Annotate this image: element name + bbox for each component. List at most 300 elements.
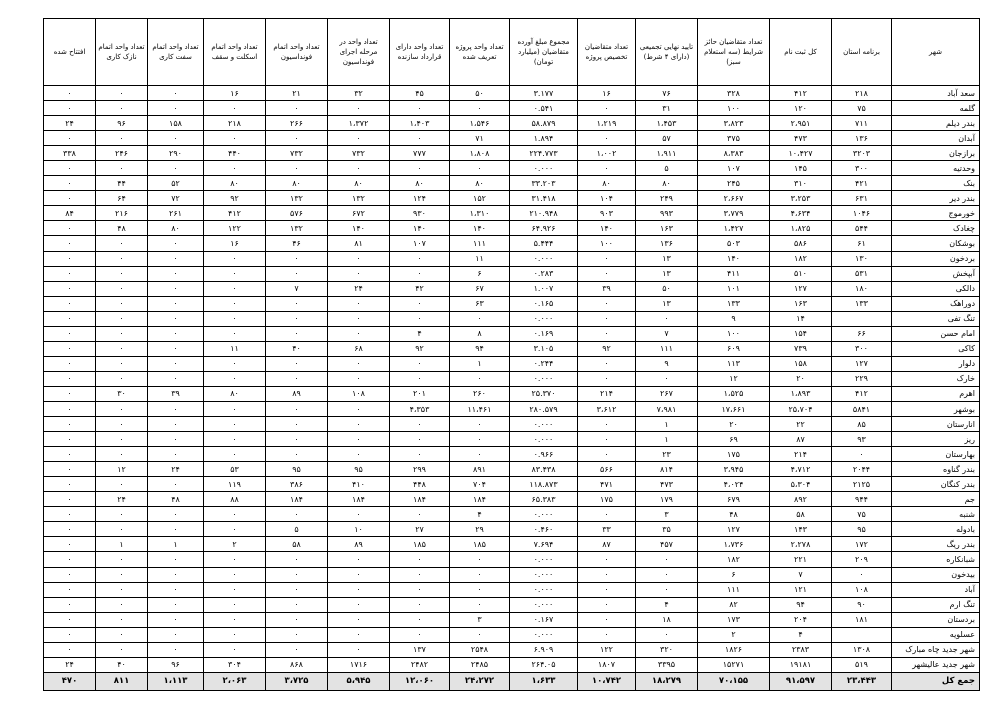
value-cell: ۰	[328, 356, 390, 371]
table-row	[44, 296, 980, 311]
table-row	[44, 311, 980, 326]
value-cell: ۱۳۶	[636, 236, 698, 251]
value-cell: ۲۴	[96, 492, 148, 507]
value-cell: ۰	[44, 176, 96, 191]
city-name-cell: شهر جدید عالیشهر	[892, 657, 980, 672]
column-header: برنامه استان	[832, 19, 892, 86]
value-cell: ۳۰	[96, 386, 148, 401]
value-cell: ۱۸۴	[328, 492, 390, 507]
value-cell: ۰.۰۰۰	[510, 567, 578, 582]
value-cell: ۰	[266, 296, 328, 311]
value-cell: ۰	[450, 161, 510, 176]
column-header: تعداد واحد در مرحله اجرای فونداسیون	[328, 19, 390, 86]
value-cell: ۰	[832, 447, 892, 462]
value-cell: ۶۳۱	[832, 191, 892, 206]
value-cell: ۵۱۰	[770, 266, 832, 281]
value-cell: ۰.۰۰۰	[510, 627, 578, 642]
value-cell: ۲۴۶	[96, 146, 148, 161]
value-cell: ۰	[450, 101, 510, 116]
value-cell: ۰	[390, 567, 450, 582]
value-cell: ۵۱۹	[832, 657, 892, 672]
value-cell: ۰	[148, 371, 204, 386]
value-cell: ۳۰۰	[832, 341, 892, 356]
value-cell: ۰	[96, 161, 148, 176]
value-cell: ۲،۶۶۷	[698, 191, 770, 206]
value-cell: ۳۳۹۵	[636, 657, 698, 672]
value-cell: ۱،۲۱۹	[578, 116, 636, 131]
value-cell: ۲۴	[44, 116, 96, 131]
value-cell: ۴۸	[96, 221, 148, 236]
value-cell: ۲۰۴	[770, 612, 832, 627]
value-cell: ۱۳	[636, 266, 698, 281]
value-cell: ۸۱۴	[636, 462, 698, 477]
column-header: تعداد واحد دارای قرارداد سازنده	[390, 19, 450, 86]
value-cell: ۱۲۴	[390, 191, 450, 206]
value-cell: ۱۰۸	[832, 582, 892, 597]
value-cell: ۰	[204, 131, 266, 146]
city-name-cell: انارستان	[892, 417, 980, 432]
value-cell: ۱۲	[96, 462, 148, 477]
value-cell: ۰	[328, 401, 390, 416]
value-cell: ۰	[44, 567, 96, 582]
value-cell: ۰	[148, 552, 204, 567]
value-cell: ۰	[44, 627, 96, 642]
value-cell: ۰	[636, 567, 698, 582]
value-cell: ۳۲۰	[636, 642, 698, 657]
value-cell: ۰	[578, 612, 636, 627]
value-cell: ۰	[96, 582, 148, 597]
value-cell: ۵۷	[636, 131, 698, 146]
value-cell: ۸۰	[578, 176, 636, 191]
value-cell: ۱،۸۲۵	[770, 221, 832, 236]
value-cell: ۰	[148, 612, 204, 627]
value-cell: ۲۷	[390, 522, 450, 537]
value-cell: ۲۴۹	[636, 191, 698, 206]
city-name-cell: بندر ریگ	[892, 537, 980, 552]
table-row	[44, 341, 980, 356]
value-cell: ۰	[148, 432, 204, 447]
value-cell: ۰.۰۰۰	[510, 552, 578, 567]
value-cell: ۸۷	[770, 432, 832, 447]
value-cell: ۰.۰۰۰	[510, 582, 578, 597]
city-name-cell: بردخون	[892, 251, 980, 266]
value-cell: ۱۹۱۸۱	[770, 657, 832, 672]
value-cell: ۰	[204, 582, 266, 597]
city-name-cell: دالکی	[892, 281, 980, 296]
value-cell: ۱۸	[636, 612, 698, 627]
value-cell: ۹۴	[770, 597, 832, 612]
value-cell: ۰	[44, 341, 96, 356]
value-cell: ۹	[698, 311, 770, 326]
value-cell: ۰	[148, 356, 204, 371]
value-cell: ۲۶۷	[636, 386, 698, 401]
value-cell: ۰	[148, 642, 204, 657]
city-name-cell: گلمه	[892, 101, 980, 116]
value-cell: ۰.۰۰۰	[510, 161, 578, 176]
value-cell: ۱	[148, 537, 204, 552]
value-cell: ۳،۹۴۵	[698, 462, 770, 477]
value-cell: ۰	[578, 447, 636, 462]
value-cell: ۰	[328, 101, 390, 116]
city-name-cell: بنک	[892, 176, 980, 191]
value-cell: ۳۱	[636, 101, 698, 116]
table-row	[44, 221, 980, 236]
value-cell: ۰.۰۰۰	[510, 251, 578, 266]
value-cell: ۰	[328, 507, 390, 522]
value-cell: ۰	[266, 507, 328, 522]
value-cell: ۸۹	[266, 386, 328, 401]
value-cell: ۲۰	[770, 371, 832, 386]
city-name-cell: بردستان	[892, 612, 980, 627]
city-name-cell: بندر دیر	[892, 191, 980, 206]
table-row	[44, 537, 980, 552]
column-header: تعداد متقاضیان تخصیص پروژه	[578, 19, 636, 86]
table-body	[44, 86, 980, 673]
value-cell: ۰	[266, 447, 328, 462]
table-row	[44, 522, 980, 537]
value-cell: ۰	[204, 642, 266, 657]
value-cell: ۴۱۲	[204, 206, 266, 221]
value-cell: ۰	[148, 281, 204, 296]
value-cell: ۰	[96, 552, 148, 567]
value-cell: ۴۴	[96, 176, 148, 191]
value-cell: ۰	[390, 597, 450, 612]
value-cell: ۵۴۴	[832, 221, 892, 236]
value-cell: ۸۲	[698, 597, 770, 612]
value-cell: ۲،۲۷۸	[770, 537, 832, 552]
value-cell: ۸	[450, 326, 510, 341]
city-name-cell: بهارستان	[892, 447, 980, 462]
value-cell: ۹۵	[832, 522, 892, 537]
value-cell: ۴،۰۲۴	[698, 477, 770, 492]
value-cell: ۲۰	[698, 417, 770, 432]
total-row	[44, 672, 980, 690]
value-cell: ۰	[44, 462, 96, 477]
value-cell: ۲۵،۷۰۴	[770, 401, 832, 416]
value-cell: ۴۱۱	[698, 266, 770, 281]
value-cell: ۷۱۱	[832, 116, 892, 131]
city-name-cell: بندر دیلم	[892, 116, 980, 131]
table-row	[44, 492, 980, 507]
value-cell: ۷،۹۸۱	[636, 401, 698, 416]
value-cell: ۹۶	[148, 657, 204, 672]
value-cell: ۰	[450, 552, 510, 567]
value-cell: ۰	[148, 401, 204, 416]
value-cell: ۰	[578, 507, 636, 522]
value-cell: ۰	[44, 447, 96, 462]
value-cell: ۰	[44, 191, 96, 206]
value-cell: ۰	[578, 417, 636, 432]
value-cell: ۰	[96, 281, 148, 296]
value-cell: ۳۰۴	[204, 657, 266, 672]
value-cell: ۱۷۱۶	[328, 657, 390, 672]
value-cell: ۳۹	[148, 386, 204, 401]
value-cell: ۰	[266, 582, 328, 597]
value-cell: ۲۶۱	[148, 206, 204, 221]
value-cell: ۱۴۰	[328, 221, 390, 236]
value-cell: ۱۴۵	[770, 161, 832, 176]
value-cell: ۴	[770, 627, 832, 642]
value-cell: ۰	[204, 522, 266, 537]
value-cell: ۰.۰۰۰	[510, 371, 578, 386]
table-row	[44, 597, 980, 612]
value-cell: ۲۴۵	[698, 176, 770, 191]
value-cell: ۰	[96, 567, 148, 582]
value-cell: ۷۱	[450, 131, 510, 146]
value-cell: ۴۸	[148, 492, 204, 507]
column-header: مجموع مبلغ آورده متقاضیان (میلیارد تومان)	[510, 19, 578, 86]
value-cell: ۶۰۹	[698, 341, 770, 356]
value-cell: ۰	[44, 326, 96, 341]
value-cell: ۱۴۰	[450, 221, 510, 236]
city-name-cell: آبپخش	[892, 266, 980, 281]
value-cell: ۰	[204, 627, 266, 642]
total-label-cell: جمع کل	[892, 672, 980, 690]
value-cell: ۰	[96, 326, 148, 341]
total-value-cell: ۲۳،۴۴۳	[832, 672, 892, 690]
value-cell: ۰	[578, 311, 636, 326]
value-cell: ۰	[390, 447, 450, 462]
value-cell: ۷۵	[832, 101, 892, 116]
value-cell: ۰	[390, 266, 450, 281]
value-cell: ۰	[266, 251, 328, 266]
value-cell: ۶۹	[698, 432, 770, 447]
table-row	[44, 462, 980, 477]
table-row	[44, 86, 980, 101]
city-name-cell: شبانکاره	[892, 552, 980, 567]
value-cell: ۵۸	[770, 507, 832, 522]
value-cell: ۱،۷۳۶	[698, 537, 770, 552]
value-cell: ۴۲۱	[832, 176, 892, 191]
value-cell: ۱۳۶	[832, 131, 892, 146]
value-cell: ۲۰۹	[832, 552, 892, 567]
value-cell: ۱۷۹	[636, 492, 698, 507]
value-cell: ۳۳	[578, 522, 636, 537]
value-cell: ۱۳۷	[390, 642, 450, 657]
total-value-cell: ۱۸،۲۷۹	[636, 672, 698, 690]
value-cell: ۰	[148, 101, 204, 116]
value-cell: ۰	[578, 582, 636, 597]
value-cell: ۰.۰۰۰	[510, 311, 578, 326]
value-cell: ۱۳۲	[328, 191, 390, 206]
value-cell: ۰	[390, 161, 450, 176]
value-cell: ۴۵۷	[636, 537, 698, 552]
value-cell: ۴۴۸	[390, 477, 450, 492]
value-cell: ۰	[96, 522, 148, 537]
value-cell: ۳.۱۷۷	[510, 86, 578, 101]
value-cell: ۱	[96, 537, 148, 552]
value-cell: ۹۰	[832, 597, 892, 612]
value-cell: ۰	[148, 507, 204, 522]
value-cell: ۱۳۲	[266, 191, 328, 206]
value-cell: ۰	[204, 101, 266, 116]
value-cell: ۰	[450, 371, 510, 386]
value-cell: ۰.۰۰۰	[510, 597, 578, 612]
value-cell: ۰	[204, 567, 266, 582]
value-cell: ۳۹	[578, 281, 636, 296]
value-cell: ۳۱۰	[770, 176, 832, 191]
value-cell: ۹۲	[390, 341, 450, 356]
value-cell: ۱،۹۱۱	[636, 146, 698, 161]
column-header: تعداد واحد اتمام فونداسیون	[266, 19, 328, 86]
table-row	[44, 552, 980, 567]
value-cell: ۱۷،۶۶۱	[698, 401, 770, 416]
city-name-cell: سعد آباد	[892, 86, 980, 101]
value-cell: ۰	[390, 296, 450, 311]
value-cell: ۹۲	[578, 341, 636, 356]
value-cell: ۱۱۱	[450, 236, 510, 251]
value-cell: ۰	[44, 537, 96, 552]
value-cell: ۷۵	[832, 507, 892, 522]
value-cell: ۰	[44, 597, 96, 612]
value-cell: ۴۲	[390, 281, 450, 296]
value-cell: ۱۸۴	[450, 492, 510, 507]
table-row	[44, 236, 980, 251]
value-cell: ۲۱	[266, 86, 328, 101]
value-cell: ۰	[204, 432, 266, 447]
value-cell: ۸،۳۸۳	[698, 146, 770, 161]
value-cell: ۰	[44, 582, 96, 597]
city-name-cell: تنگ ارم	[892, 597, 980, 612]
value-cell: ۰	[328, 447, 390, 462]
value-cell: ۲۱۲۵	[832, 477, 892, 492]
value-cell: ۰	[96, 612, 148, 627]
value-cell	[832, 627, 892, 642]
value-cell: ۰.۰۰۰	[510, 417, 578, 432]
value-cell: ۰	[328, 567, 390, 582]
value-cell: ۵۰	[636, 281, 698, 296]
value-cell: ۷۳۲	[328, 146, 390, 161]
value-cell: ۰	[328, 432, 390, 447]
value-cell: ۵۸۴۱	[832, 401, 892, 416]
value-cell: ۰	[578, 597, 636, 612]
value-cell: ۰.۴۶۰	[510, 522, 578, 537]
city-name-cell: بادوله	[892, 522, 980, 537]
city-name-cell: شهر جدید چاه مبارک	[892, 642, 980, 657]
value-cell: ۰	[96, 642, 148, 657]
value-cell: ۱۸۰۷	[578, 657, 636, 672]
value-cell: ۰	[204, 401, 266, 416]
value-cell: ۱۵۲۷۱	[698, 657, 770, 672]
value-cell: ۱۷۵	[578, 492, 636, 507]
value-cell: ۲۲۹	[832, 371, 892, 386]
value-cell: ۳،۶۱۲	[578, 401, 636, 416]
value-cell: ۵۳۱	[832, 266, 892, 281]
value-cell: ۴،۷۱۲	[770, 462, 832, 477]
value-cell: ۱۸۱	[832, 612, 892, 627]
value-cell: ۲۴	[44, 657, 96, 672]
city-name-cell: جم	[892, 492, 980, 507]
value-cell: ۴۰	[96, 657, 148, 672]
value-cell: ۰	[148, 86, 204, 101]
value-cell: ۱۱	[450, 251, 510, 266]
value-cell: ۳.۱۰۵	[510, 341, 578, 356]
value-cell: ۰	[266, 131, 328, 146]
total-value-cell: ۱۰،۷۴۲	[578, 672, 636, 690]
value-cell: ۰	[44, 477, 96, 492]
value-cell: ۰	[266, 642, 328, 657]
value-cell: ۷۶	[636, 86, 698, 101]
city-name-cell: بوشکان	[892, 236, 980, 251]
value-cell: ۰	[44, 492, 96, 507]
value-cell: ۰	[96, 432, 148, 447]
value-cell: ۱۶۳	[770, 296, 832, 311]
total-value-cell: ۲۴،۲۷۲	[450, 672, 510, 690]
value-cell: ۸۹۱	[450, 462, 510, 477]
value-cell: ۰	[636, 311, 698, 326]
total-value-cell: ۳،۷۲۵	[266, 672, 328, 690]
value-cell: ۰	[204, 356, 266, 371]
city-name-cell: خورموج	[892, 206, 980, 221]
value-cell: ۲	[204, 537, 266, 552]
value-cell: ۱۰۰	[698, 101, 770, 116]
value-cell: ۰	[204, 326, 266, 341]
value-cell: ۰	[832, 567, 892, 582]
value-cell: ۰	[204, 311, 266, 326]
value-cell: ۰	[390, 432, 450, 447]
value-cell: ۰	[266, 356, 328, 371]
value-cell: ۲،۹۵۱	[770, 116, 832, 131]
value-cell: ۰	[204, 597, 266, 612]
value-cell: ۰.۲۸۳	[510, 266, 578, 281]
value-cell	[832, 311, 892, 326]
value-cell: ۰	[328, 296, 390, 311]
value-cell: ۰	[96, 251, 148, 266]
value-cell: ۰	[390, 612, 450, 627]
value-cell: ۶۴.۹۲۶	[510, 221, 578, 236]
value-cell: ۰	[204, 507, 266, 522]
value-cell: ۴۶	[266, 236, 328, 251]
value-cell: ۲۴۸۲	[390, 657, 450, 672]
value-cell: ۱،۴۲۷	[698, 221, 770, 236]
value-cell: ۰	[44, 86, 96, 101]
value-cell: ۷	[636, 326, 698, 341]
value-cell: ۱۰،۴۲۷	[770, 146, 832, 161]
value-cell: ۰	[266, 597, 328, 612]
value-cell: ۰.۰۰۰	[510, 507, 578, 522]
value-cell: ۰	[96, 131, 148, 146]
value-cell: ۰.۱۶۹	[510, 326, 578, 341]
value-cell: ۰	[266, 432, 328, 447]
value-cell: ۱۲۰	[770, 101, 832, 116]
value-cell: ۱۶	[204, 236, 266, 251]
value-cell: ۵	[266, 522, 328, 537]
value-cell: ۰	[328, 251, 390, 266]
value-cell: ۱۲۷	[832, 356, 892, 371]
value-cell: ۰	[204, 417, 266, 432]
value-cell: ۲۱۴	[578, 386, 636, 401]
value-cell: ۸۰	[148, 221, 204, 236]
value-cell: ۹۴	[450, 341, 510, 356]
value-cell: ۰	[44, 221, 96, 236]
value-cell: ۰	[96, 236, 148, 251]
value-cell: ۲۶۰	[450, 386, 510, 401]
city-name-cell: دلوار	[892, 356, 980, 371]
value-cell: ۱،۳۱۰	[450, 206, 510, 221]
value-cell: ۱۱۱	[698, 582, 770, 597]
value-cell: ۱۷۳	[698, 612, 770, 627]
value-cell: ۰.۱۶۵	[510, 296, 578, 311]
value-cell: ۵۸۶	[770, 236, 832, 251]
value-cell: ۵۳	[204, 462, 266, 477]
value-cell: ۱۸۴	[266, 492, 328, 507]
total-value-cell: ۷۰،۱۵۵	[698, 672, 770, 690]
value-cell: ۱،۳۷۲	[328, 116, 390, 131]
value-cell: ۰	[328, 371, 390, 386]
value-cell: ۱۵۸	[148, 116, 204, 131]
value-cell: ۰	[328, 131, 390, 146]
value-cell: ۸۰	[204, 176, 266, 191]
